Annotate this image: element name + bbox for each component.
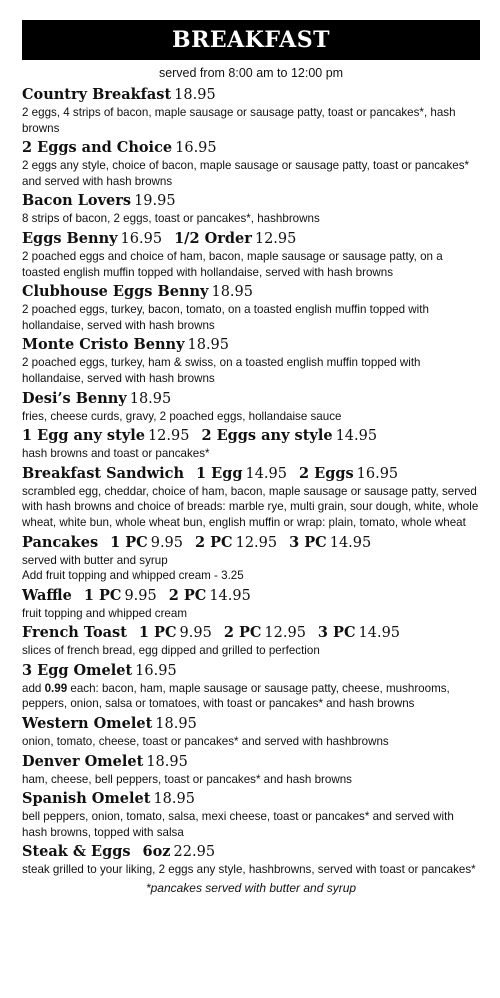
menu-item-name: 1 PC [138, 624, 177, 642]
menu-item-price: 9.95 [179, 625, 212, 642]
description-text: 2 poached eggs, turkey, ham & swiss, on a toasted english muffin topped with hollandaise, served with hash browns [22, 356, 421, 385]
menu-item-name: Desi’s Benny [22, 389, 127, 407]
menu-item-description [22, 809, 480, 840]
menu-item-description [22, 158, 480, 189]
menu-item [22, 138, 480, 189]
description-text: fries, cheese curds, gravy, 2 poached eggs, hollandaise sauce [22, 409, 342, 423]
description-text: 2 poached eggs, turkey, bacon, tomato, on a toasted english muffin topped with hollandaise, served with hash browns [22, 303, 429, 332]
menu-item-heading [22, 282, 480, 302]
menu-item-price: 14.95 [245, 465, 287, 482]
description-text: ham, cheese, bell peppers, toast or pancakes* and hash browns [22, 772, 352, 786]
menu-item-heading [22, 586, 480, 606]
addon-price: 0.99 [44, 681, 68, 695]
menu-item-description [22, 105, 480, 136]
menu-item-price: 14.95 [209, 587, 251, 604]
menu-item-name: 2 Eggs and Choice [22, 139, 173, 157]
menu-item [22, 533, 480, 584]
section-title: BREAKFAST [172, 27, 330, 53]
menu-item [22, 586, 480, 622]
description-text: slices of french bread, egg dipped and grilled to perfection [22, 644, 320, 658]
menu-item-heading [22, 229, 480, 249]
menu-item [22, 464, 480, 531]
menu-item-name: Country Breakfast [22, 86, 172, 103]
description-text: bell peppers, onion, tomato, salsa, mexi cheese, toast or pancakes* and served with hash browns, topped with salsa [22, 810, 454, 839]
menu-item-price: 14.95 [329, 534, 372, 551]
description-text: 2 eggs, 4 strips of bacon, maple sausage or sausage patty, toast or pancakes*, hash browns [22, 106, 456, 135]
footnote: *pancakes served with butter and syrup [145, 881, 357, 896]
served-hours: served from 8:00 am to 12:00 pm [158, 66, 344, 80]
menu-item-addon: Add fruit topping and whipped cream - 3.25 [22, 569, 244, 583]
description-text: steak grilled to your liking, 2 eggs any style, hashbrowns, served with toast or pancakes* [22, 863, 476, 877]
menu-item-heading [22, 426, 480, 446]
menu-item-description [22, 409, 480, 425]
menu-item [22, 229, 480, 280]
menu-item [22, 842, 480, 878]
menu-item-description [22, 772, 480, 788]
menu-item-price: 14.95 [358, 625, 401, 642]
menu-item-description [22, 484, 480, 531]
menu-item-price: 18.95 [211, 284, 253, 301]
menu-item-name: French Toast [22, 624, 127, 642]
menu-item-price: 16.95 [120, 230, 163, 247]
menu-item-name: Pancakes [22, 533, 99, 551]
menu-item-description [22, 606, 480, 622]
menu-item-heading [22, 191, 480, 211]
menu-item-heading [22, 533, 480, 553]
menu-item-name: Monte Cristo Benny [22, 336, 185, 354]
description-text: served with butter and syrup [22, 553, 168, 567]
menu-item-price: 22.95 [173, 844, 216, 861]
menu-item-description [22, 211, 480, 227]
menu-item-name: Clubhouse Eggs Benny [22, 283, 209, 301]
menu-item-heading [22, 138, 480, 158]
menu-item-heading [22, 661, 480, 681]
menu-item-price: 12.95 [254, 230, 297, 247]
menu-item-heading [22, 752, 480, 772]
menu-item-name: 1 PC [110, 533, 148, 551]
description-text: 2 poached eggs and choice of ham, bacon, maple sausage or sausage patty, on a toasted english muffin topped with hollandaise, served with hash browns [22, 249, 443, 279]
description-text: 2 eggs any style, choice of bacon, maple sausage or sausage patty, toast or pancakes* and served with hash browns [22, 159, 470, 188]
menu-item-name: 2 PC [195, 533, 233, 551]
description-text: scrambled egg, cheddar, choice of ham, bacon, maple sausage or sausage patty, served with hash browns and choice of breads: marble rye, multi grain, sour dough, white, whole wheat, white bun, whole wheat bun, english muffin or wrap: plain, tomato, whole wheat [22, 484, 479, 529]
menu-item [22, 752, 480, 788]
menu-item-price: 12.95 [235, 534, 278, 551]
section-title-banner [22, 20, 480, 60]
menu-item-heading [22, 789, 480, 809]
menu-item-name: 3 Egg Omelet [22, 661, 133, 679]
menu-item-name: Breakfast Sandwich [22, 464, 185, 482]
menu-item-description [22, 302, 480, 333]
description-text: 8 strips of bacon, 2 eggs, toast or pancakes*, hashbrowns [22, 212, 320, 226]
menu-item-price: 12.95 [264, 625, 306, 642]
menu-item-name: 1/2 Order [174, 229, 252, 247]
menu-item [22, 426, 480, 462]
menu-item-price: 14.95 [335, 428, 378, 445]
menu-item-name: 1 Egg [196, 464, 243, 482]
menu-item-description [22, 249, 480, 280]
menu-item-price: 16.95 [356, 465, 399, 482]
menu-item-heading [22, 389, 480, 409]
menu-item-description [22, 446, 480, 462]
menu-item-name: Denver Omelet [22, 752, 144, 770]
menu-item [22, 623, 480, 659]
menu-item [22, 85, 480, 136]
menu-item-description [22, 553, 480, 569]
menu-item-name: 3 PC [317, 624, 356, 642]
menu-item-price: 18.95 [153, 791, 195, 808]
menu-item-name: 1 PC [83, 586, 122, 604]
menu-item [22, 789, 480, 840]
description-text: fruit topping and whipped cream [22, 606, 187, 620]
menu-item [22, 282, 480, 333]
menu-item-name: 1 Egg any style [22, 427, 145, 445]
description-prefix: add [22, 681, 45, 695]
menu-item-price: 9.95 [124, 587, 157, 604]
menu-item-description [22, 643, 480, 659]
menu-item [22, 335, 480, 386]
menu-page [0, 20, 500, 998]
menu-item-name: 2 PC [168, 586, 207, 604]
menu-item-name: 2 PC [223, 624, 262, 642]
menu-item-name: Bacon Lovers [22, 192, 132, 210]
menu-item-heading [22, 842, 480, 862]
menu-item [22, 191, 480, 227]
menu-item-name: 3 PC [289, 533, 327, 551]
menu-item-description [22, 862, 480, 878]
menu-item-price: 16.95 [135, 662, 177, 679]
menu-item-name: Eggs Benny [22, 229, 118, 247]
menu-item-price: 18.95 [174, 87, 216, 103]
menu-item-list [22, 85, 480, 878]
menu-item-name: Steak & Eggs [22, 843, 131, 861]
menu-item-description [22, 734, 480, 750]
description-text: each: bacon, ham, maple sausage or sausage patty, cheese, mushrooms, peppers, onion, salsa or tomatoes, with toast or pancakes* and hash browns [22, 681, 450, 711]
menu-item-price: 18.95 [187, 337, 230, 354]
menu-item [22, 714, 480, 750]
menu-item-name: Spanish Omelet [22, 790, 151, 808]
menu-item-price: 9.95 [150, 534, 184, 551]
menu-item-heading [22, 623, 480, 643]
menu-item-name: 6oz [142, 843, 171, 861]
menu-item-price: 12.95 [147, 428, 190, 445]
menu-item-price: 18.95 [146, 753, 188, 770]
menu-item-name: Western Omelet [22, 715, 153, 733]
menu-item-heading [22, 335, 480, 355]
menu-item-name: 2 Eggs any style [201, 427, 333, 445]
menu-item-name: 2 Eggs [299, 464, 354, 482]
menu-item-heading [22, 464, 480, 484]
description-text: hash browns and toast or pancakes* [22, 447, 210, 461]
menu-item-price: 19.95 [134, 193, 176, 210]
menu-item-description [22, 355, 480, 386]
menu-item [22, 661, 480, 712]
menu-item-heading [22, 85, 480, 105]
menu-item-price: 18.95 [129, 390, 172, 407]
menu-item-price: 18.95 [155, 716, 197, 733]
menu-item-name: Waffle [22, 586, 72, 604]
description-text: onion, tomato, cheese, toast or pancakes* and served with hashbrowns [22, 735, 389, 749]
menu-item-price: 16.95 [175, 140, 217, 157]
menu-item-heading [22, 714, 480, 734]
menu-item [22, 389, 480, 425]
menu-item-description [22, 681, 480, 712]
